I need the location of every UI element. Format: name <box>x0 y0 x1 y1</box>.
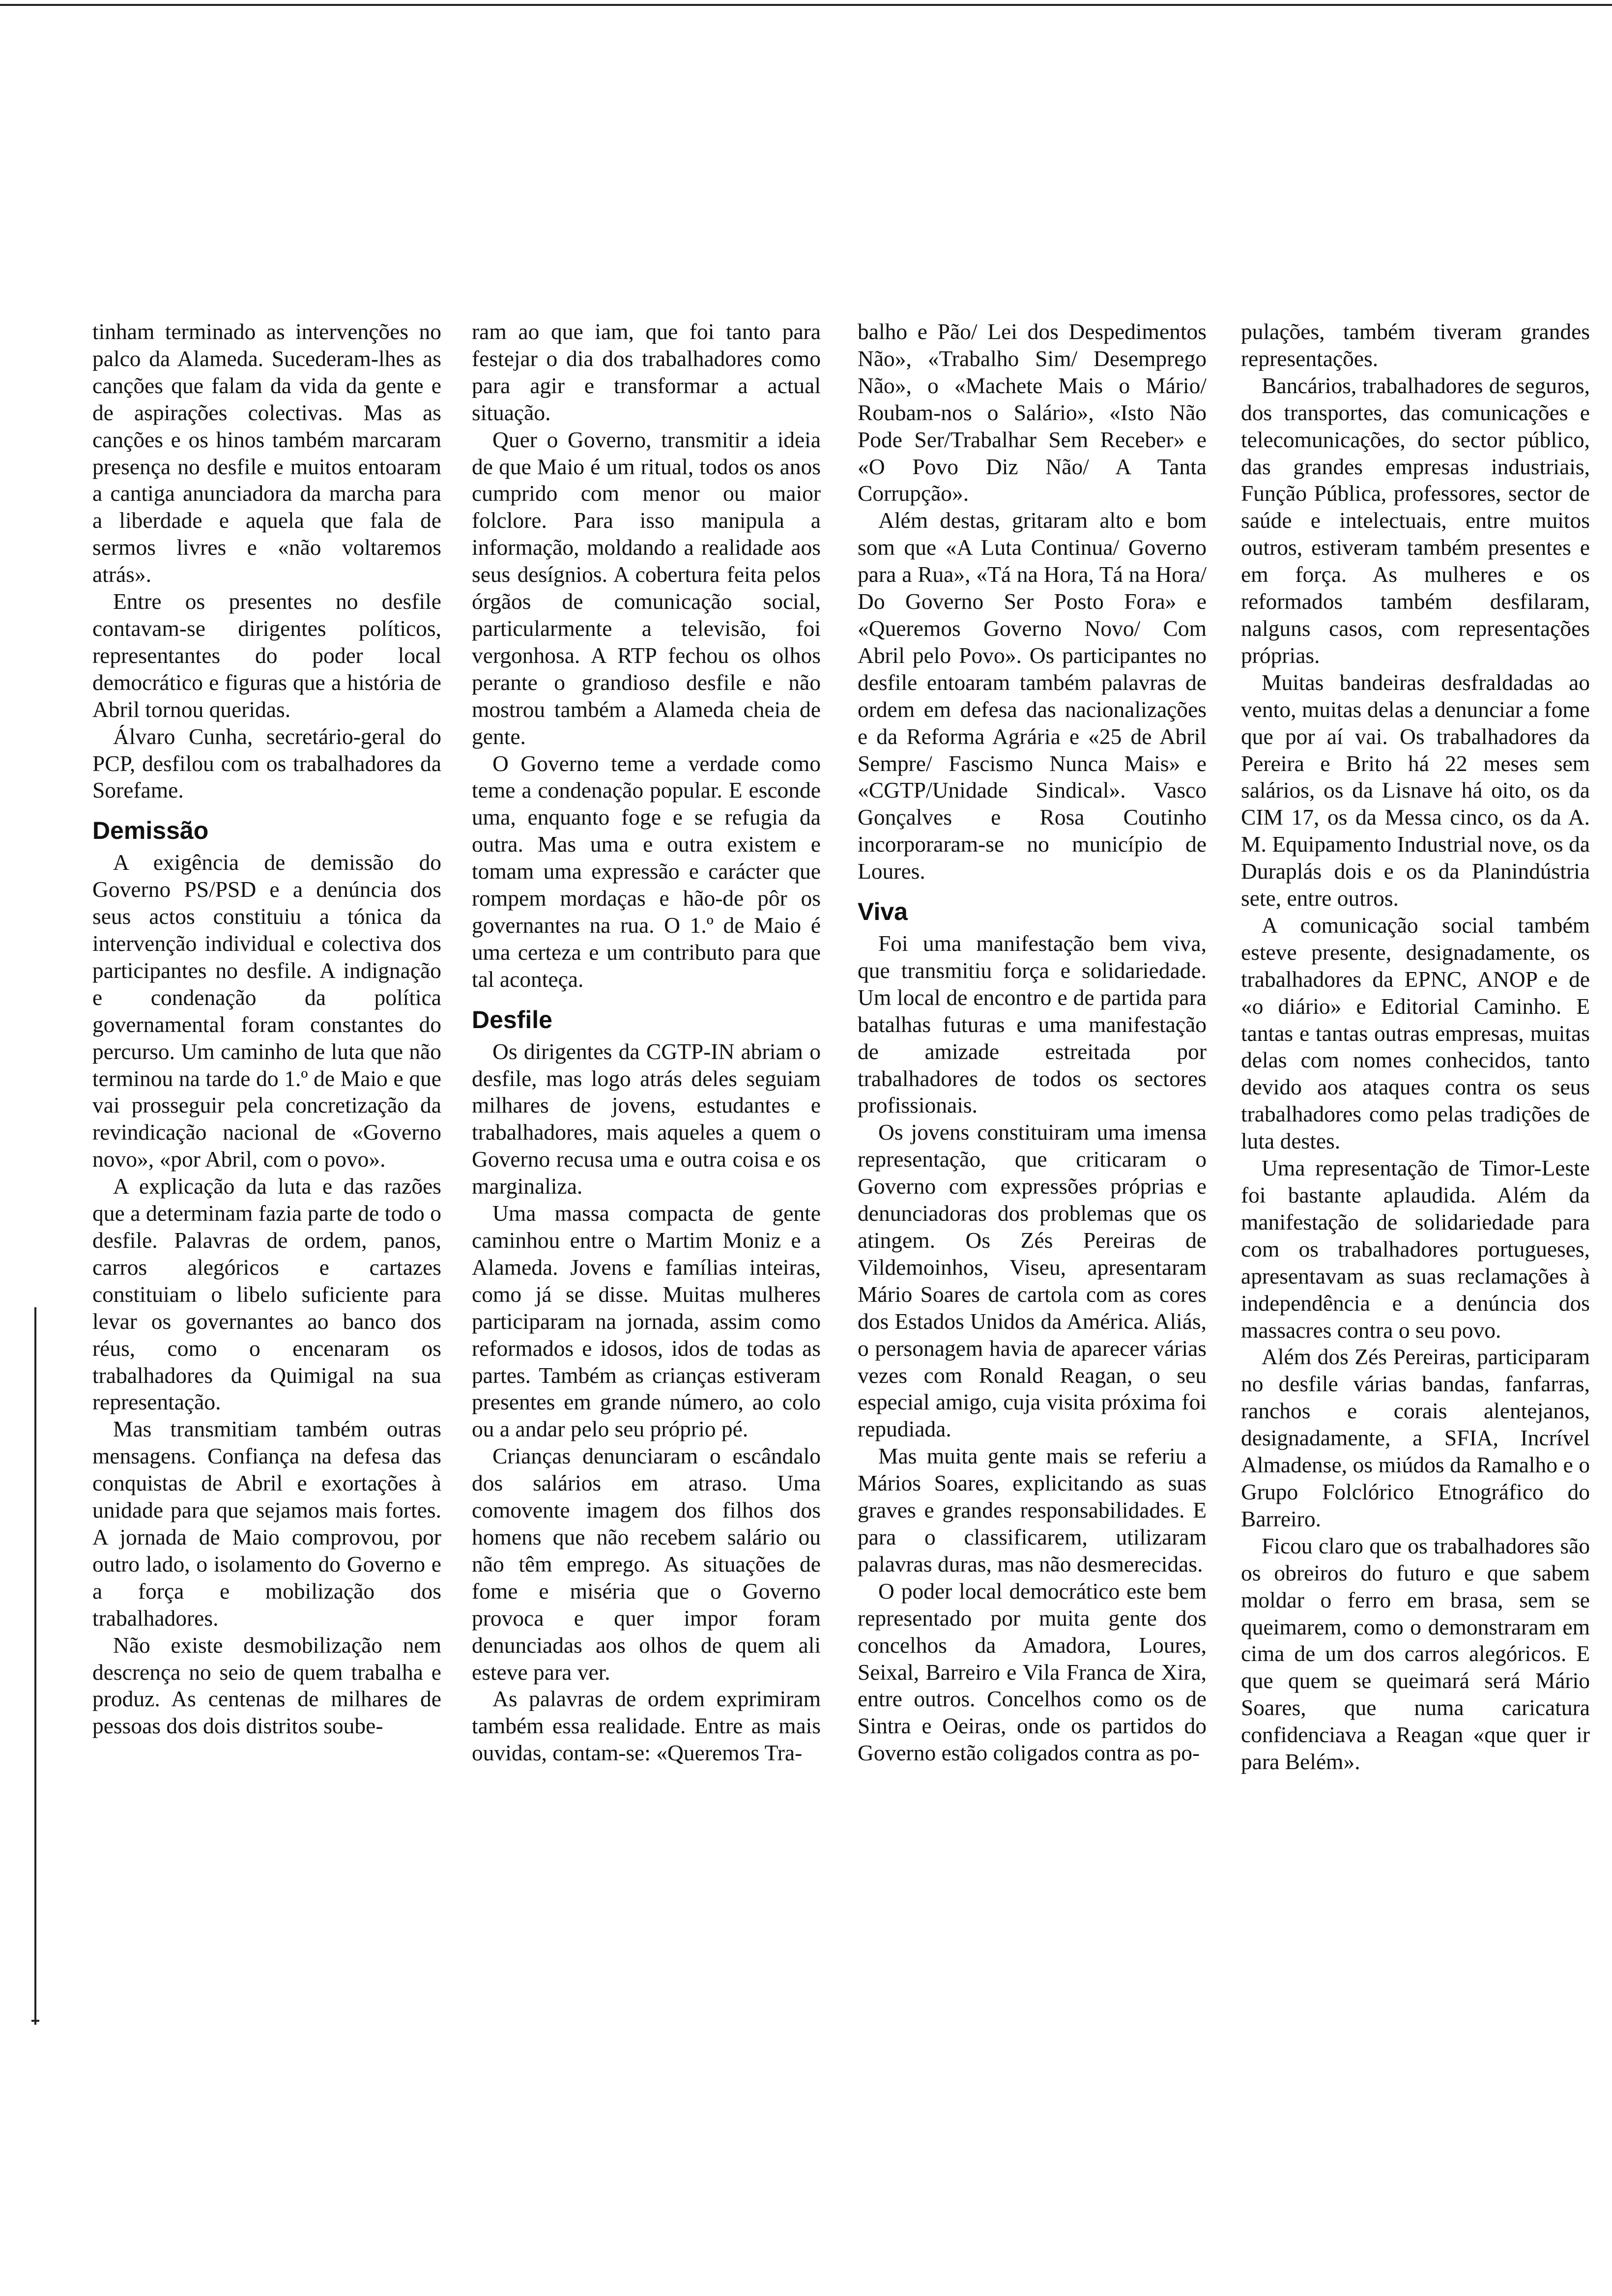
paragraph: As palavras de ordem exprimiram também essa realidade. Entre as mais ouvidas, contam-se: «Queremos Tra- <box>472 1686 821 1766</box>
column-4 <box>1241 318 1590 1776</box>
column-1 <box>92 318 441 1740</box>
paragraph: A explicação da luta e das razões que a determinam fazia parte de todo o desfile. Palavras de ordem, panos, carros alegóricos e cartazes constituiam o libelo suficiente para levar os governantes ao banco dos réus, como o encenaram os trabalhadores da Quimigal na sua representação. <box>92 1174 441 1415</box>
section-heading: Viva <box>858 898 908 926</box>
paragraph: O poder local democrático este bem representado por muita gente dos concelhos da Amadora, Loures, Seixal, Barreiro e Vila Franca de Xira, entre outros. Concelhos como os de Sintra e Oeiras, onde os partidos do Governo estão coligados contra as po- <box>858 1578 1207 1766</box>
paragraph: Foi uma manifestação bem viva, que transmitiu força e solidariedade. Um local de encontro e de partida para batalhas futuras e uma manifestação de amizade estreitada por trabalhadores de todos os sectores profissionais. <box>858 931 1207 1118</box>
paragraph: Uma representação de Timor-Leste foi bastante aplaudida. Além da manifestação de solidariedade para com os trabalhadores portugueses, apresentavam as suas reclamações à independência e a denúncia dos massacres contra o seu povo. <box>1241 1155 1590 1343</box>
margin-mark <box>31 2020 39 2022</box>
paragraph: pulações, também tiveram grandes representações. <box>1241 319 1590 371</box>
paragraph: Mas muita gente mais se referiu a Mários Soares, explicitando as suas graves e grandes responsabilidades. E para o classificarem, utilizaram palavras duras, mas não desmerecidas. <box>858 1443 1207 1577</box>
paragraph: Muitas bandeiras desfraldadas ao vento, muitas delas a denunciar a fome que por aí vai. Os trabalhadores da Pereira e Brito há 22 meses sem salários, os da Lisnave há oito, os da CIM 17, os da Messa cinco, os da A. M. Equipamento Industrial nove, os da Duraplás dois e os da Planindústria sete, entre outros. <box>1241 669 1590 911</box>
paragraph: Além dos Zés Pereiras, participaram no desfile várias bandas, fanfarras, ranchos e corais alentejanos, designadamente, a SFIA, Incrível Almadense, os miúdos da Ramalho e o Grupo Folclórico Etnográfico do Barreiro. <box>1241 1344 1590 1531</box>
paragraph: Mas transmitiam também outras mensagens. Confiança na defesa das conquistas de Abril e exortações à unidade para que sejamos mais fortes. A jornada de Maio comprovou, por outro lado, o isolamento do Governo e a força e mobilização dos trabalhadores. <box>92 1416 441 1631</box>
paragraph: Os jovens constituiram uma imensa representação, que criticaram o Governo com expressões próprias e denunciadoras dos problemas que os atingem. Os Zés Pereiras de Vildemoinhos, Viseu, apresentaram Mário Soares de cartola com as cores dos Estados Unidos da América. Aliás, o personagem havia de aparecer várias vezes com Ronald Reagan, o seu especial amigo, cuja visita próxima foi repudiada. <box>858 1119 1207 1442</box>
paragraph: Álvaro Cunha, secretário-geral do PCP, desfilou com os trabalhadores da Sorefame. <box>92 723 441 803</box>
paragraph: Crianças denunciaram o escândalo dos salários em atraso. Uma comovente imagem dos filhos dos homens que não recebem salário ou não têm emprego. As situações de fome e miséria que o Governo provoca e quer impor foram denunciadas aos olhos de quem ali esteve para ver. <box>472 1443 821 1685</box>
paragraph: ram ao que iam, que foi tanto para festejar o dia dos trabalhadores como para agir e transformar a actual situação. <box>472 319 821 425</box>
paragraph: Bancários, trabalhadores de seguros, dos transportes, das comunicações e telecomunicações, do sector público, das grandes empresas industriais, Função Pública, professores, sector de saúde e intelectuais, entre muitos outros, estiveram também presentes e em força. As mulheres e os reformados também desfilaram, nalguns casos, com representações próprias. <box>1241 373 1590 668</box>
column-2 <box>472 318 821 1767</box>
paragraph: Ficou claro que os trabalhadores são os obreiros do futuro e que sabem moldar o ferro em brasa, sem se queimarem, como o demonstraram em cima de um dos carros alegóricos. E que quem se queimará será Mário Soares, que numa caricatura confidenciava a Reagan «que quer ir para Belém». <box>1241 1533 1590 1775</box>
margin-mark <box>34 1307 36 2025</box>
section-heading: Demissão <box>92 817 209 845</box>
paragraph: Quer o Governo, transmitir a ideia de que Maio é um ritual, todos os anos cumprido com menor ou maior folclore. Para isso manipula a informação, moldando a realidade aos seus desígnios. A cobertura feita pelos órgãos de comunicação social, particularmente a televisão, foi vergonhosa. A RTP fechou os olhos perante o grandioso desfile e não mostrou também a Alameda cheia de gente. <box>472 427 821 749</box>
paragraph: Os dirigentes da CGTP-IN abriam o desfile, mas logo atrás deles seguiam milhares de jovens, estudantes e trabalhadores, mais aqueles a quem o Governo recusa uma e outra coisa e os marginaliza. <box>472 1038 821 1199</box>
section-heading: Desfile <box>472 1005 552 1033</box>
paragraph: Entre os presentes no desfile contavam-se dirigentes políticos, representantes do poder local democrático e figuras que a história de Abril tornou queridas. <box>92 589 441 722</box>
paragraph: O Governo teme a verdade como teme a condenação popular. E esconde uma, enquanto foge e se refugia da outra. Mas uma e outra existem e tomam uma expressão e carácter que rompem mordaças e hão-de pôr os governantes na rua. O 1.º de Maio é uma certeza e um contributo para que tal aconteça. <box>472 750 821 992</box>
paragraph: A exigência de demissão do Governo PS/PSD e a denúncia dos seus actos constituiu a tónica da intervenção individual e colectiva dos participantes no desfile. A indignação e condenação da política governamental foram constantes do percurso. Um caminho de luta que não terminou na tarde do 1.º de Maio e que vai prosseguir pela concretização da revindicação nacional de «Governo novo», «por Abril, com o povo». <box>92 850 441 1172</box>
paragraph: Além destas, gritaram alto e bom som que «A Luta Continua/ Governo para a Rua», «Tá na Hora, Tá na Hora/ Do Governo Ser Posto Fora» e «Queremos Governo Novo/ Com Abril pelo Povo». Os participantes no desfile entoaram também palavras de ordem em defesa das nacionalizações e da Reforma Agrária e «25 de Abril Sempre/ Fascismo Nunca Mais» e «CGTP/Unidade Sindical». Vasco Gonçalves e Rosa Coutinho incorporaram-se no município de Loures. <box>858 508 1207 884</box>
paragraph: Não existe desmobilização nem descrença no seio de quem trabalha e produz. As centenas de milhares de pessoas dos dois distritos soube- <box>92 1632 441 1739</box>
paragraph: Uma massa compacta de gente caminhou entre o Martim Moniz e a Alameda. Jovens e famílias inteiras, como já se disse. Muitas mulheres participaram na jornada, assim como reformados e idosos, idos de todas as partes. Também as crianças estiveram presentes em grande número, ao colo ou a andar pelo seu próprio pé. <box>472 1201 821 1442</box>
paragraph: A comunicação social também esteve presente, designadamente, os trabalhadores da EPNC, ANOP e de «o diário» e Editorial Caminho. E tantas e tantas outras empresas, muitas delas com nomes conhecidos, tanto devido aos ataques contra os seus trabalhadores como pelas tradições de luta destes. <box>1241 912 1590 1154</box>
column-3 <box>858 318 1207 1767</box>
top-rule <box>0 4 1612 6</box>
paragraph: tinham terminado as intervenções no palco da Alameda. Sucederam-lhes as canções que falam da vida da gente e de aspirações colectivas. Mas as canções e os hinos também marcaram presença no desfile e muitos entoaram a cantiga anunciadora da marcha para a liberdade e aquela que fala de sermos livres e «não voltaremos atrás». <box>92 319 441 587</box>
paragraph: balho e Pão/ Lei dos Despedimentos Não», «Trabalho Sim/ Desemprego Não», o «Machete Mais o Mário/ Roubam-nos o Salário», «Isto Não Pode Ser/Trabalhar Sem Receber» e «O Povo Diz Não/ A Tanta Corrupção». <box>858 319 1207 506</box>
